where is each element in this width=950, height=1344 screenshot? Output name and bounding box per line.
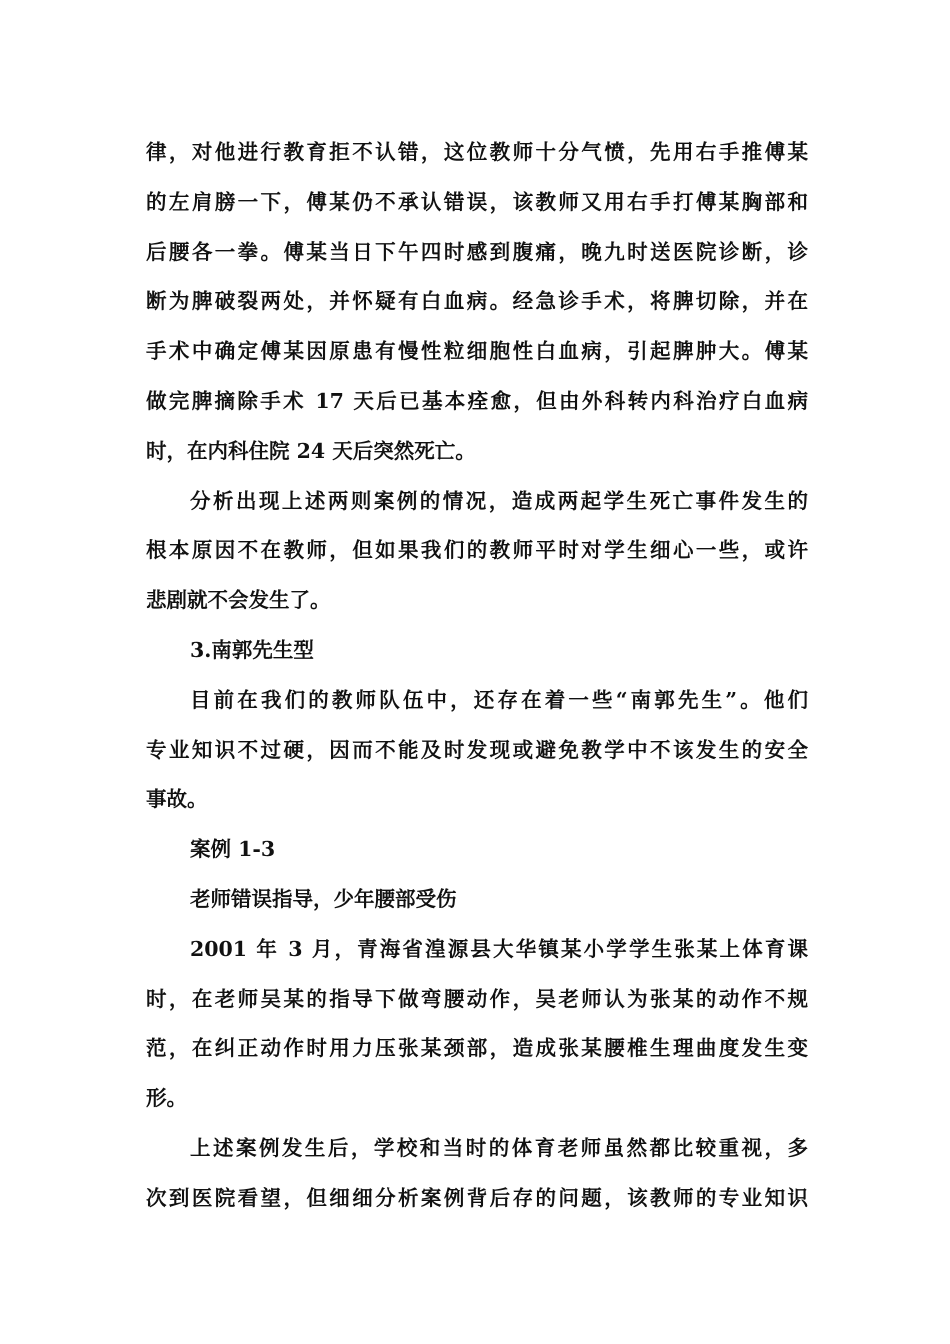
paragraph-start-line: 2001 年 3 月，青海省湟源县大华镇某小学学生张某上体育课	[190, 936, 808, 961]
body-line: 律，对他进行教育拒不认错，这位教师十分气愤，先用右手推傅某	[146, 140, 808, 164]
body-line: 做完脾摘除手术 17 天后已基本痊愈，但由外科转内科治疗白血病	[146, 388, 808, 413]
body-line: 时，在老师吴某的指导下做弯腰动作，吴老师认为张某的动作不规	[146, 986, 808, 1011]
body-line: 后腰各一拳。傅某当日下午四时感到腹痛，晚九时送医院诊断，诊	[146, 239, 808, 264]
document-body	[146, 128, 808, 1224]
body-line: 的左肩膀一下，傅某仍不承认错误，该教师又用右手打傅某胸部和	[146, 189, 808, 214]
body-line: 形。	[146, 1086, 187, 1111]
body-line: 事故。	[146, 787, 208, 812]
case-title: 老师错误指导，少年腰部受伤	[190, 886, 457, 911]
body-line: 断为脾破裂两处，并怀疑有白血病。经急诊手术，将脾切除，并在	[146, 289, 808, 314]
body-line: 悲剧就不会发生了。	[146, 588, 331, 613]
case-label: 案例 1-3	[190, 837, 276, 862]
body-line: 时，在内科住院 24 天后突然死亡。	[146, 438, 476, 463]
section-heading: 3.南郭先生型	[190, 637, 314, 662]
paragraph-start-line: 上述案例发生后，学校和当时的体育老师虽然都比较重视，多	[190, 1135, 808, 1160]
body-line: 范，在纠正动作时用力压张某颈部，造成张某腰椎生理曲度发生变	[146, 1036, 808, 1061]
body-line: 根本原因不在教师，但如果我们的教师平时对学生细心一些，或许	[146, 538, 808, 563]
body-line: 次到医院看望，但细细分析案例背后存的问题，该教师的专业知识	[146, 1185, 808, 1210]
paragraph-start-line: 目前在我们的教师队伍中，还存在着一些“南郭先生”。他们	[190, 687, 808, 712]
body-line: 专业知识不过硬，因而不能及时发现或避免教学中不该发生的安全	[146, 737, 808, 762]
body-line: 手术中确定傅某因原患有慢性粒细胞性白血病，引起脾肿大。傅某	[146, 339, 808, 364]
paragraph-start-line: 分析出现上述两则案例的情况，造成两起学生死亡事件发生的	[190, 488, 808, 513]
